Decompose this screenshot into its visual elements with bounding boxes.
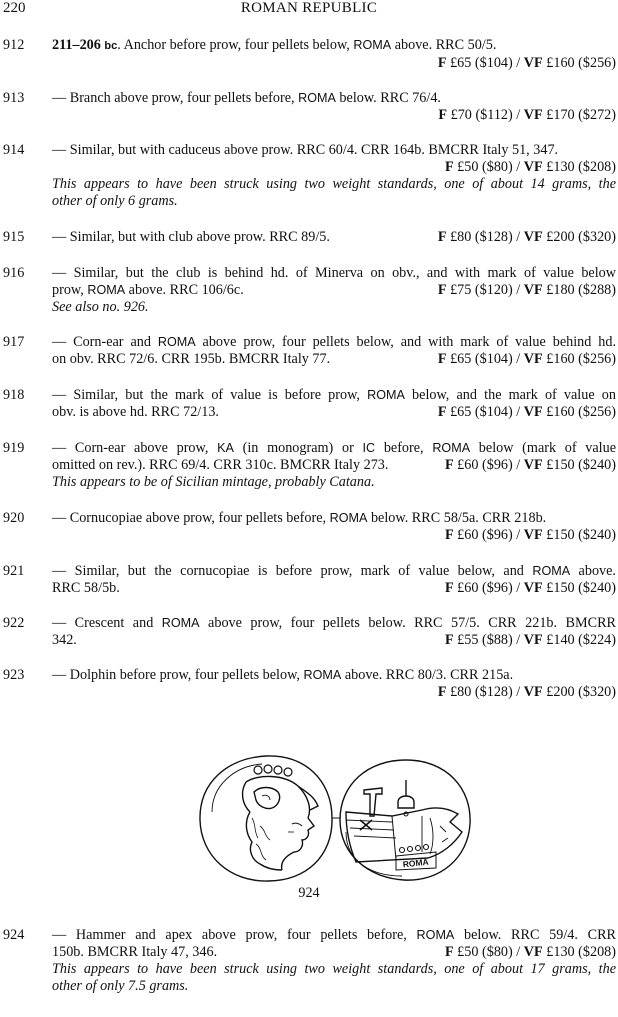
entry-body bbox=[52, 387, 616, 421]
price-vf: £140 ($224) bbox=[546, 632, 616, 648]
text: — Crescent and bbox=[52, 615, 162, 631]
figure-caption: 924 bbox=[298, 885, 320, 901]
entry-body bbox=[52, 37, 616, 72]
entry-body bbox=[52, 563, 616, 597]
grade-vf: VF bbox=[523, 457, 543, 473]
page-header bbox=[0, 0, 618, 20]
grade-fine: F bbox=[438, 107, 448, 123]
legend: ROMA bbox=[161, 616, 200, 630]
price-fine: £50 ($80) / bbox=[457, 159, 524, 175]
grade-vf: VF bbox=[523, 107, 543, 123]
text: — Similar, but the mark of value is before prow, bbox=[52, 387, 368, 403]
entry-note: This appears to have been struck using two weight standards, one of about 14 grams, the bbox=[52, 176, 616, 192]
entry-number: 912 bbox=[3, 37, 25, 53]
grade-fine: F bbox=[444, 527, 454, 543]
text: — Corn-ear above prow, bbox=[52, 440, 218, 456]
entry-description bbox=[52, 580, 616, 597]
entry-body bbox=[52, 667, 616, 701]
monogram: IC bbox=[362, 441, 376, 455]
text: obv. is above hd. RRC 72/13. bbox=[52, 404, 219, 420]
grade-vf: VF bbox=[523, 351, 543, 367]
text: above. RRC 106/6c. bbox=[125, 282, 244, 298]
entry-body bbox=[52, 440, 616, 491]
entry-body bbox=[52, 615, 616, 649]
entry-note: other of only 6 grams. bbox=[52, 193, 178, 209]
entry-description bbox=[52, 632, 616, 649]
grade-fine: F bbox=[444, 944, 454, 960]
entry-body bbox=[52, 927, 616, 995]
legend: ROMA bbox=[303, 668, 342, 682]
grade-fine: F bbox=[444, 632, 454, 648]
legend: ROMA bbox=[298, 91, 336, 105]
grade-vf: VF bbox=[523, 632, 543, 648]
text: below (mark of value bbox=[470, 440, 617, 456]
price-fine: £75 ($120) / bbox=[450, 282, 524, 298]
text: — Branch above prow, four pellets before, bbox=[52, 90, 299, 106]
legend: ROMA bbox=[532, 564, 571, 578]
entry-body bbox=[52, 142, 616, 210]
price-fine: £70 ($112) / bbox=[450, 107, 524, 123]
entry-number: 916 bbox=[3, 265, 25, 281]
legend: ROMA bbox=[87, 283, 126, 297]
legend: ROMA bbox=[432, 441, 471, 455]
grade-vf: VF bbox=[523, 527, 543, 543]
price-vf: £130 ($208) bbox=[546, 159, 616, 175]
entry-number: 920 bbox=[3, 510, 25, 526]
entry-description: — Similar, but the club is behind hd. of Minerva on obv., and with mark of value below bbox=[52, 265, 616, 281]
text: below, and the mark of value on bbox=[404, 387, 616, 403]
price-vf: £200 ($320) bbox=[546, 229, 616, 245]
legend: ROMA bbox=[367, 388, 405, 402]
era-abbrev: bc bbox=[104, 40, 118, 52]
price-vf: £170 ($272) bbox=[546, 107, 616, 123]
price-vf: £160 ($256) bbox=[546, 404, 616, 420]
coin-obverse bbox=[200, 756, 332, 881]
grade-fine: F bbox=[437, 351, 447, 367]
text: prow, bbox=[52, 282, 88, 298]
entry-number: 919 bbox=[3, 440, 25, 456]
price-fine: £65 ($104) / bbox=[450, 351, 524, 367]
text: above prow, four pellets below. RRC 57/5. CRR 221b. BMCRR bbox=[199, 615, 617, 631]
price-line bbox=[52, 107, 616, 124]
reverse-legend: ROMA bbox=[402, 856, 430, 870]
price-fine: £50 ($80) / bbox=[457, 944, 524, 960]
price-line bbox=[438, 404, 616, 421]
grade-fine: F bbox=[437, 404, 447, 420]
text: omitted on rev.). RRC 69/4. CRR 310c. BMCRR Italy 273. bbox=[52, 457, 389, 473]
text: above prow, four pellets below, and with mark of value behind hd. bbox=[195, 334, 616, 350]
price-line bbox=[52, 159, 616, 176]
price-vf: £150 ($240) bbox=[546, 580, 616, 596]
grade-fine: F bbox=[437, 229, 447, 245]
price-fine: £65 ($104) / bbox=[450, 55, 524, 71]
entry-description bbox=[52, 667, 616, 684]
text: above. RRC 50/5. bbox=[391, 37, 497, 53]
text: (in monogram) or bbox=[233, 440, 363, 456]
date-range: 211–206 bbox=[52, 37, 105, 53]
entry-description bbox=[52, 229, 616, 246]
text: below. RRC 58/5a. CRR 218b. bbox=[367, 510, 547, 526]
grade-vf: VF bbox=[523, 684, 543, 700]
grade-fine: F bbox=[444, 159, 454, 175]
text: on obv. RRC 72/6. CRR 195b. BMCRR Italy 77. bbox=[52, 351, 331, 367]
entry-note: This appears to be of Sicilian mintage, probably Catana. bbox=[52, 474, 375, 490]
coin-illustration bbox=[196, 752, 474, 884]
grade-vf: VF bbox=[523, 159, 543, 175]
entry-number: 922 bbox=[3, 615, 25, 631]
entry-number: 914 bbox=[3, 142, 25, 158]
text: — Similar, but the cornucopiae is before prow, mark of value below, and bbox=[52, 563, 533, 579]
entry-body bbox=[52, 334, 616, 368]
page-number: 220 bbox=[3, 0, 26, 16]
text: — Cornucopiae above prow, four pellets before, bbox=[52, 510, 330, 526]
price-fine: £60 ($96) / bbox=[457, 527, 524, 543]
entry-body bbox=[52, 229, 616, 246]
legend: ROMA bbox=[416, 928, 455, 942]
price-fine: £80 ($128) / bbox=[450, 684, 524, 700]
legend: ROMA bbox=[353, 38, 392, 52]
price-fine: £55 ($88) / bbox=[457, 632, 524, 648]
grade-vf: VF bbox=[523, 404, 543, 420]
entry-body bbox=[52, 510, 616, 544]
running-title: ROMAN REPUBLIC bbox=[240, 0, 378, 16]
price-line bbox=[445, 580, 616, 597]
price-line bbox=[52, 527, 616, 544]
price-line bbox=[438, 229, 616, 246]
price-line bbox=[445, 632, 616, 649]
entry-number: 913 bbox=[3, 90, 25, 106]
price-vf: £160 ($256) bbox=[546, 351, 616, 367]
text bbox=[52, 282, 244, 299]
grade-fine: F bbox=[437, 282, 447, 298]
grade-fine: F bbox=[444, 457, 454, 473]
entry-description bbox=[52, 563, 616, 580]
entry-number: 923 bbox=[3, 667, 25, 683]
entry-description bbox=[52, 351, 616, 368]
entry-description bbox=[52, 37, 616, 55]
price-line bbox=[438, 351, 616, 368]
text: — Corn-ear and bbox=[52, 334, 158, 350]
entry-description bbox=[52, 457, 616, 474]
text: 150b. BMCRR Italy 47, 346. bbox=[52, 944, 218, 960]
price-vf: £150 ($240) bbox=[546, 527, 616, 543]
text: — Dolphin before prow, four pellets below, bbox=[52, 667, 304, 683]
grade-fine: F bbox=[444, 580, 454, 596]
entry-note: This appears to have been struck using two weight standards, one of about 17 grams, the bbox=[52, 961, 616, 977]
price-line bbox=[52, 684, 616, 701]
entry-description: — Similar, but with caduceus above prow. RRC 60/4. CRR 164b. BMCRR Italy 51, 347. bbox=[52, 142, 559, 158]
price-vf: £160 ($256) bbox=[546, 55, 616, 71]
entry-description bbox=[52, 615, 616, 632]
price-fine: £60 ($96) / bbox=[457, 457, 524, 473]
entry-number: 918 bbox=[3, 387, 25, 403]
grade-fine: F bbox=[437, 684, 447, 700]
entry-description bbox=[52, 282, 616, 299]
legend: ROMA bbox=[157, 335, 196, 349]
price-fine: £65 ($104) / bbox=[450, 404, 524, 420]
entry-description bbox=[52, 440, 616, 457]
text: before, bbox=[375, 440, 433, 456]
text: RRC 58/5b. bbox=[52, 580, 120, 596]
monogram: KA bbox=[217, 441, 234, 455]
entry-description bbox=[52, 334, 616, 351]
text: See also no. bbox=[52, 299, 124, 315]
entry-description bbox=[52, 387, 616, 404]
price-vf: £180 ($288) bbox=[546, 282, 616, 298]
text: above. bbox=[570, 563, 616, 579]
entry-description bbox=[52, 90, 616, 107]
price-line bbox=[445, 457, 616, 474]
entry-body bbox=[52, 90, 616, 124]
price-line bbox=[438, 282, 616, 299]
entry-note bbox=[52, 299, 616, 316]
legend: ROMA bbox=[329, 511, 368, 525]
entry-number: 921 bbox=[3, 563, 25, 579]
entry-number: 924 bbox=[3, 927, 25, 943]
price-line bbox=[52, 55, 616, 72]
text: . bbox=[145, 299, 149, 315]
entry-note: other of only 7.5 grams. bbox=[52, 978, 189, 994]
grade-vf: VF bbox=[523, 580, 543, 596]
text: — Hammer and apex above prow, four pellets before, bbox=[52, 927, 417, 943]
entry-description bbox=[52, 944, 616, 961]
entry-body bbox=[52, 265, 616, 316]
grade-vf: VF bbox=[523, 282, 543, 298]
entry-description bbox=[52, 927, 616, 944]
entry-description bbox=[52, 510, 616, 527]
text: . Anchor before prow, four pellets below, bbox=[117, 37, 354, 53]
price-vf: £150 ($240) bbox=[546, 457, 616, 473]
price-fine: £60 ($96) / bbox=[457, 580, 524, 596]
entry-number: 915 bbox=[3, 229, 25, 245]
grade-fine: F bbox=[437, 55, 447, 71]
grade-vf: VF bbox=[523, 55, 543, 71]
grade-vf: VF bbox=[523, 944, 543, 960]
entry-number: 917 bbox=[3, 334, 25, 350]
text: below. RRC 76/4. bbox=[335, 90, 441, 106]
text: 342. bbox=[52, 632, 77, 648]
grade-vf: VF bbox=[523, 229, 543, 245]
text: — Similar, but with club above prow. RRC 89/5. bbox=[52, 229, 330, 245]
entry-description bbox=[52, 404, 616, 421]
price-fine: £80 ($128) / bbox=[450, 229, 524, 245]
text: above. RRC 80/3. CRR 215a. bbox=[341, 667, 514, 683]
text: below. RRC 59/4. CRR bbox=[454, 927, 616, 943]
cross-reference-link[interactable]: 926 bbox=[123, 299, 145, 315]
price-vf: £200 ($320) bbox=[546, 684, 616, 700]
price-vf: £130 ($208) bbox=[546, 944, 616, 960]
price-line bbox=[445, 944, 616, 961]
